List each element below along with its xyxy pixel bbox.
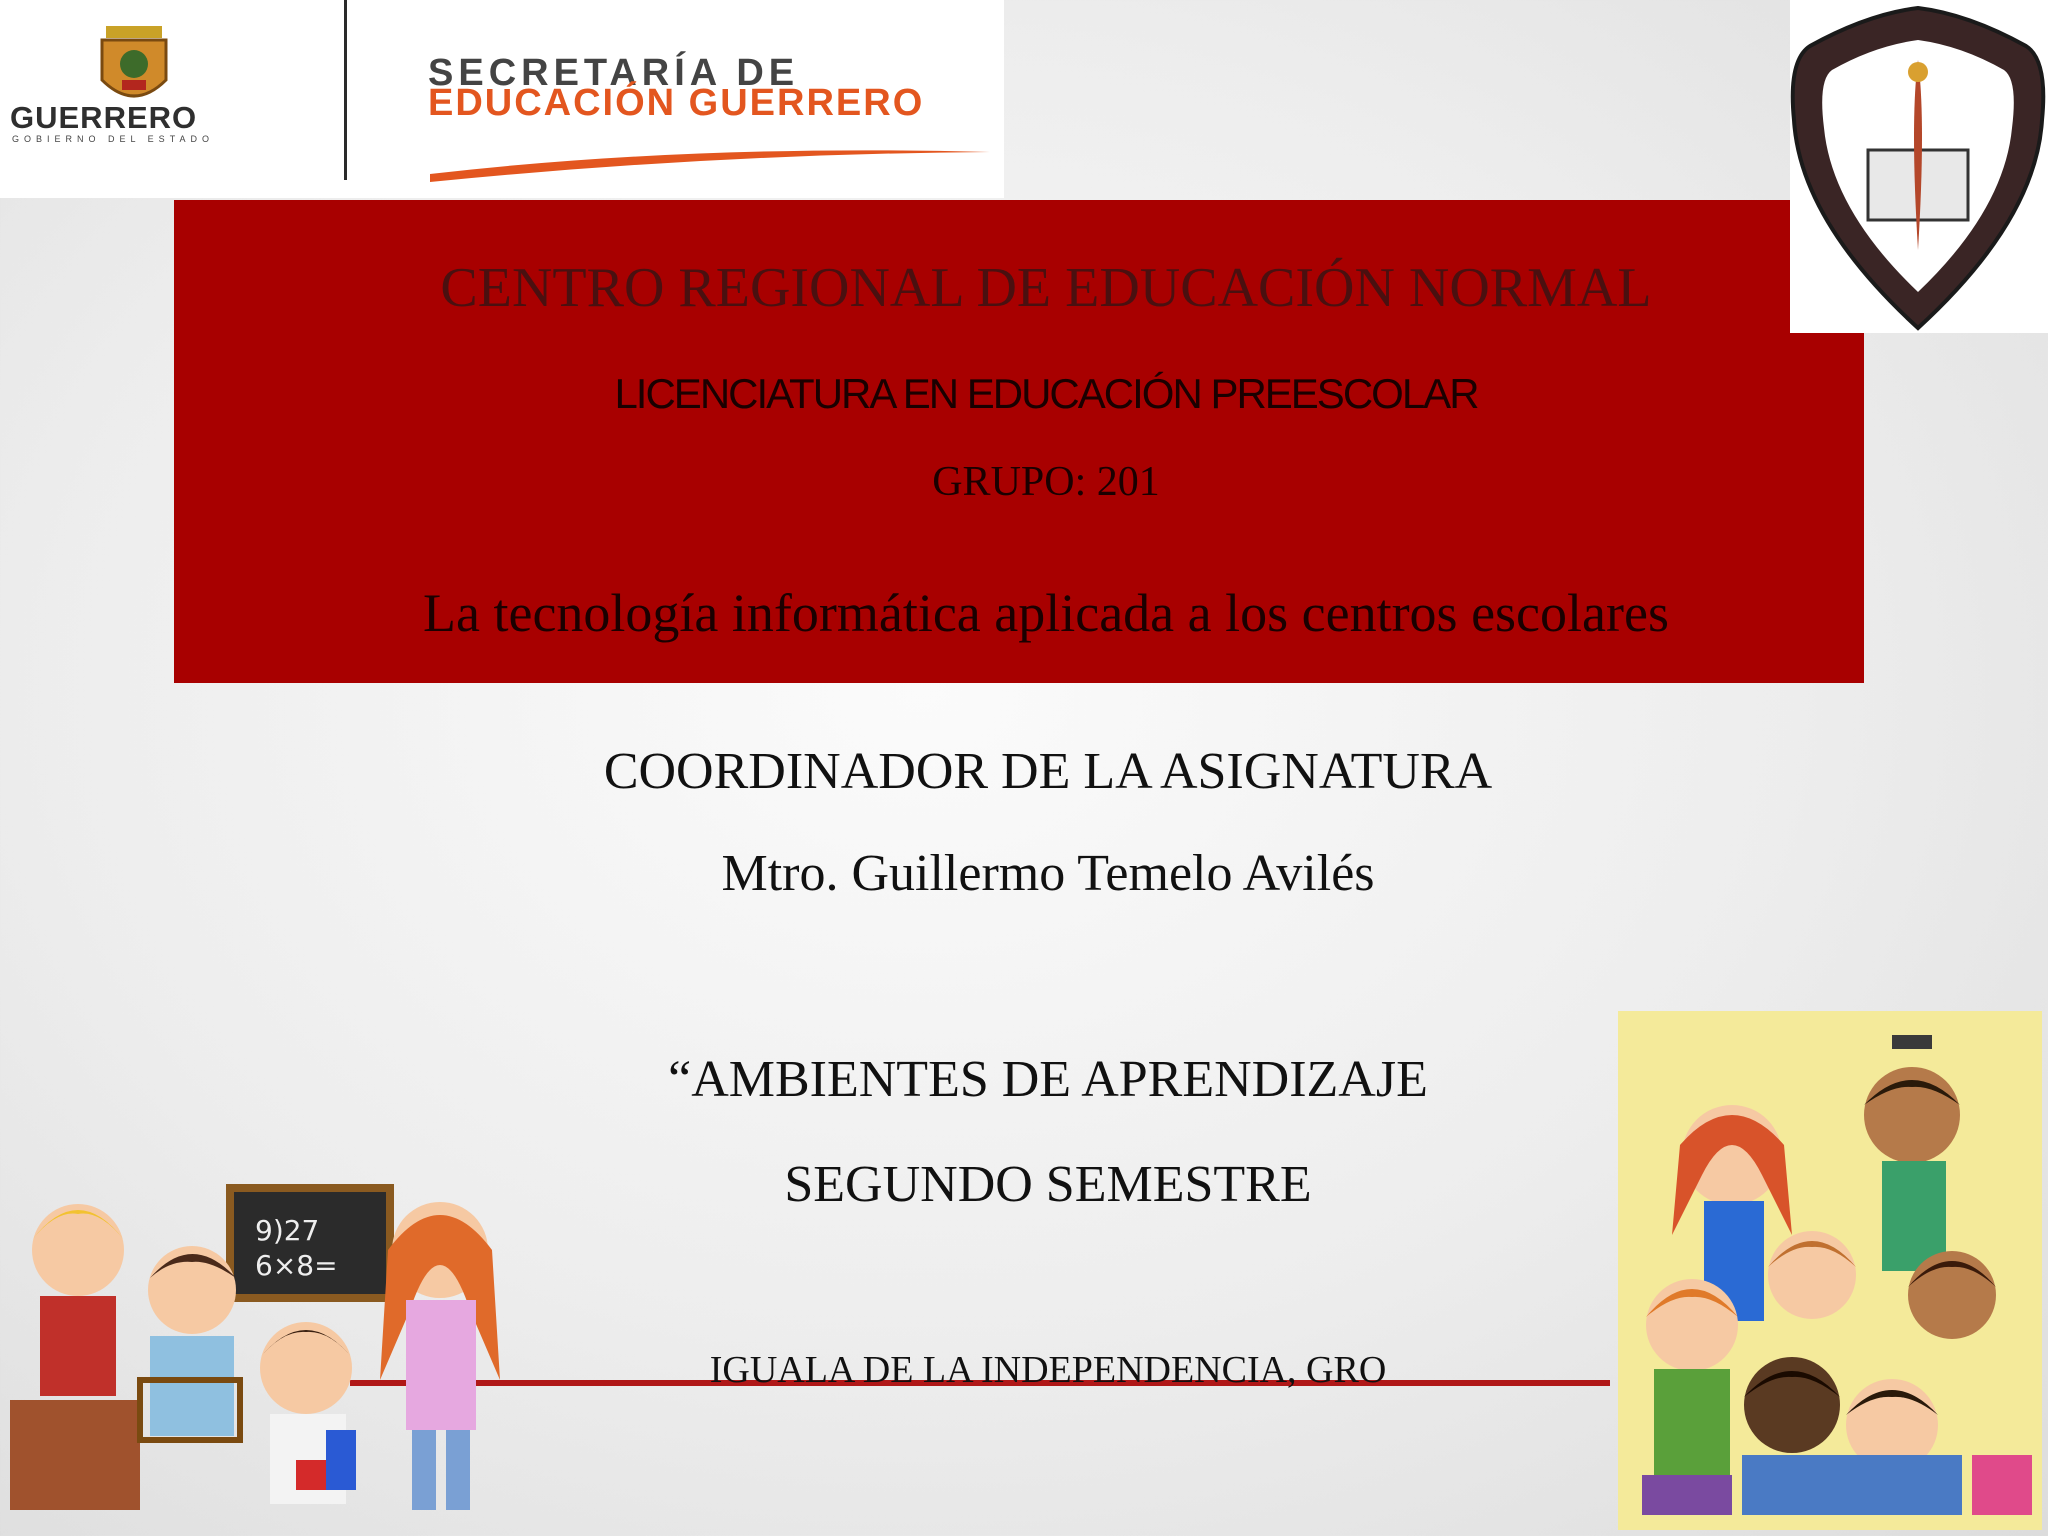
topic-title: “AMBIENTES DE APRENDIZAJE [668, 1051, 1428, 1108]
institution-title: CENTRO REGIONAL DE EDUCACIÓN NORMAL [440, 257, 1652, 319]
state-subtitle: GOBIERNO DEL ESTADO [12, 134, 215, 144]
svg-text:6×8=: 6×8= [255, 1249, 338, 1282]
swoosh-icon [430, 124, 990, 184]
semester-label: SEGUNDO SEMESTRE [784, 1156, 1312, 1213]
degree-title: LICENCIATURA EN EDUCACIÓN PREESCOLAR [614, 370, 1478, 417]
secretaria-line1: SECRETARÍA DE [428, 52, 800, 94]
location-label: IGUALA DE LA INDEPENDENCIA, GRO [709, 1349, 1387, 1391]
coordinator-name: Mtro. Guillermo Temelo Avilés [721, 845, 1375, 902]
government-logos [0, 0, 1004, 198]
children-classroom-illustration [0, 1160, 520, 1536]
course-title: La tecnología informática aplicada a los centros escolares [423, 583, 1669, 643]
group-label: GRUPO: 201 [932, 459, 1160, 505]
state-name: GUERRERO [10, 100, 198, 135]
svg-text:9)27: 9)27 [255, 1214, 320, 1247]
secretaria-line2: EDUCACIÓN GUERRERO [428, 82, 925, 124]
children-playing-illustration [1612, 1005, 2048, 1536]
logo-divider [344, 0, 347, 180]
coordinator-label: COORDINADOR DE LA ASIGNATURA [603, 743, 1493, 800]
guerrero-crest-icon [84, 20, 184, 112]
